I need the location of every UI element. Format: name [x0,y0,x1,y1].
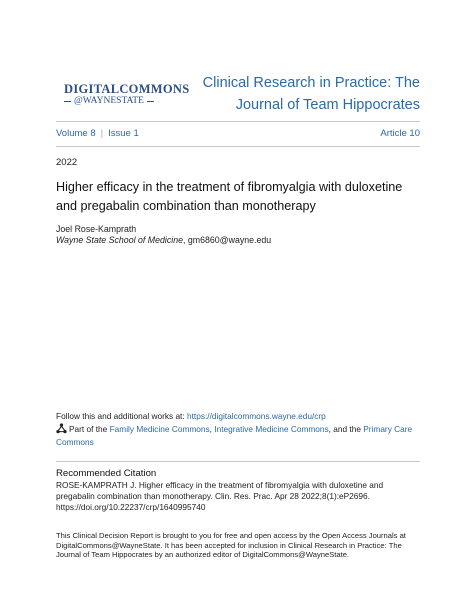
author-affiliation: Wayne State School of Medicine [56,235,183,245]
author-name: Joel Rose-Kamprath [56,224,137,234]
network-tree-icon [56,423,67,434]
follow-line [56,410,424,423]
author-block [56,224,271,246]
footer-notice: This Clinical Decision Report is brought to you for free and open access by the Open Access Journals at DigitalCommons@WayneState. It has been accepted for inclusion in Clinical Research in Practice: The Journal of Team Hippocrates by an authorized editor of DigitalCommons@WayneState. [56,531,406,559]
logo-line1: DIGITALCOMMONS [64,82,190,96]
journal-title-link[interactable]: Clinical Research in Practice: The Journal of Team Hippocrates [202,75,420,113]
author-email: , gm6860@wayne.edu [182,235,272,245]
article-link[interactable]: Article 10 [380,128,420,139]
publication-year: 2022 [56,157,78,168]
page-header [56,70,420,118]
follow-text: Follow this and additional works at: [56,411,187,421]
article-title: Higher efficacy in the treatment of fibromyalgia with duloxetine and pregabalin combination than monotherapy [56,180,403,213]
digital-commons-logo[interactable] [64,82,190,106]
meta-separator: | [100,128,104,139]
follow-link[interactable]: https://digitalcommons.wayne.edu/crp [186,411,326,421]
integrative-medicine-commons-link[interactable]: Integrative Medicine Commons [214,424,329,434]
part-of-sep1: , [209,424,215,434]
volume-link[interactable]: Volume 8 [56,128,96,139]
family-medicine-commons-link[interactable]: Family Medicine Commons [109,424,210,434]
divider-meta [56,146,420,147]
logo-line2-wrap [64,96,176,106]
citation-heading: Recommended Citation [56,468,157,479]
logo-line2: @WAYNESTATE [74,96,144,106]
citation-text: ROSE-KAMPRATH J. Higher efficacy in the treatment of fibromyalgia with duloxetine and pregabalin combination than monotherapy. Clin. Res. Prac. Apr 28 2022;8(1):eP2696. https://doi.org/10.22237/crp/1640995740 [56,480,384,512]
primary-care-commons-link[interactable]: Primary Care Commons [56,424,413,447]
logo-rule-right [147,101,154,102]
volume-issue [56,128,139,139]
divider-citation [56,461,420,462]
divider-top [56,121,420,122]
author-affiliation-line [56,235,271,246]
part-of-sep2: , and the [328,424,364,434]
part-of-line [56,423,424,449]
logo-rule-left [64,101,71,102]
issue-link[interactable]: Issue 1 [108,128,139,139]
part-of-prefix: Part of the [69,424,110,434]
